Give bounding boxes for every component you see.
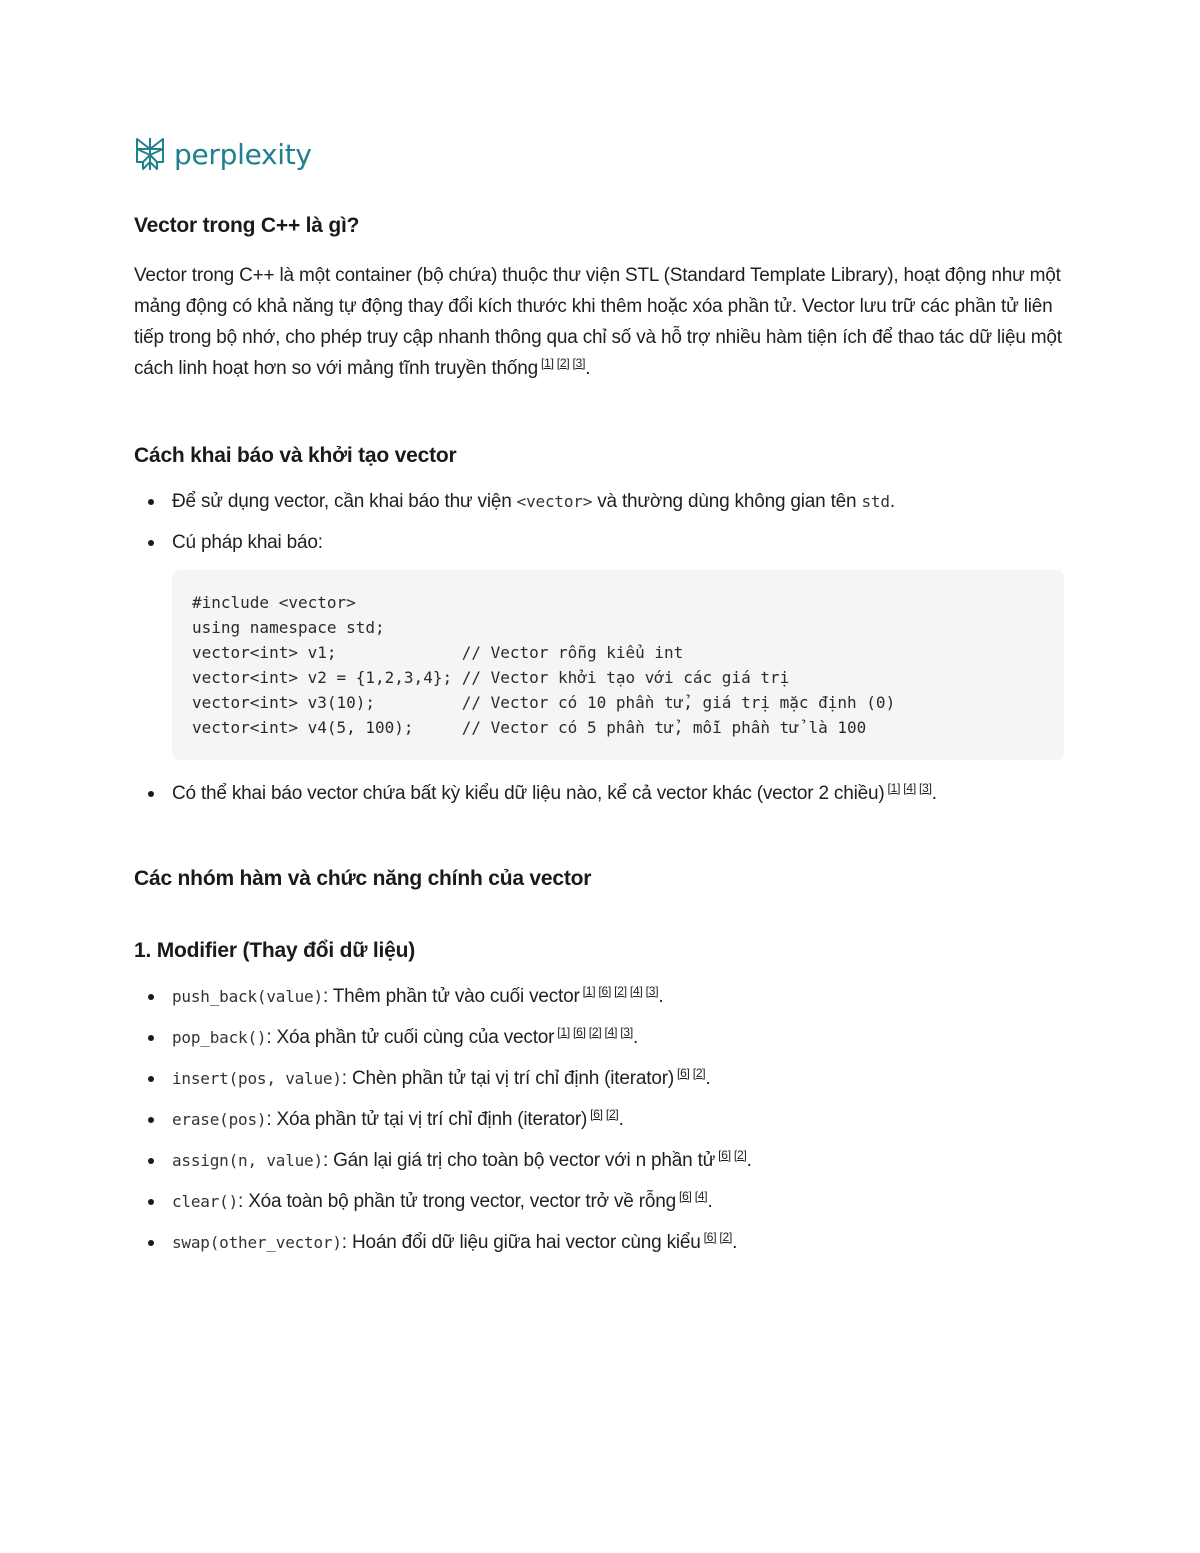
citation-link[interactable]: [1] — [887, 780, 901, 795]
function-description: : Chèn phần tử tại vị trí chỉ định (iterator) — [341, 1068, 674, 1089]
code-block-wrapper — [134, 570, 1064, 760]
brand-name: perplexity — [174, 137, 312, 171]
citation-link[interactable]: [1] — [557, 1024, 571, 1039]
citation-link[interactable]: [2] — [556, 355, 570, 370]
list-text: . — [889, 491, 895, 512]
list-text: Có thể khai báo vector chứa bất kỳ kiểu dữ liệu nào, kể cả vector khác (vector 2 chiều) — [172, 783, 885, 804]
function-description: : Xóa phần tử tại vị trí chỉ định (iterator) — [266, 1109, 588, 1130]
sentence-end: . — [931, 783, 937, 804]
answer-content — [134, 208, 1064, 1256]
function-item — [172, 1106, 1064, 1133]
function-description: : Gán lại giá trị cho toàn bộ vector với n phần tử — [322, 1150, 716, 1171]
list-item — [172, 488, 1064, 515]
heading-functions: Các nhóm hàm và chức năng chính của vector — [134, 867, 592, 890]
citation-link[interactable]: [2] — [605, 1106, 619, 1121]
citation-link[interactable]: [6] — [703, 1229, 717, 1244]
citation-link[interactable]: [2] — [733, 1147, 747, 1162]
citation-link[interactable]: [6] — [598, 983, 612, 998]
citation-link[interactable]: [1] — [582, 983, 596, 998]
function-signature: insert(pos, value) — [172, 1069, 342, 1088]
sentence-end: . — [746, 1150, 752, 1171]
list-text: và thường dùng không gian tên — [592, 491, 862, 512]
function-signature: swap(other_vector) — [172, 1233, 342, 1252]
citation-link[interactable]: [4] — [694, 1188, 708, 1203]
function-item — [172, 1024, 1064, 1051]
function-description: : Xóa phần tử cuối cùng của vector — [266, 1027, 555, 1048]
declare-list — [134, 488, 1064, 556]
citation-link[interactable]: [2] — [719, 1229, 733, 1244]
sentence-end: . — [707, 1191, 713, 1212]
citation-link[interactable]: [4] — [604, 1024, 618, 1039]
definition-text: Vector trong C++ là một container (bộ chứa) thuộc thư viện STL (Standard Template Library), hoạt động như một mảng động có khả năng tự động thay đổi kích thước khi thêm hoặc xóa phần tử. Vector lưu trữ các phần tử liên tiếp trong bộ nhớ, cho phép truy cập nhanh thông qua chỉ số và hỗ trợ nhiều hàm tiện ích để thao tác dữ liệu một cách linh hoạt hơn so với mảng tĩnh truyền thống — [134, 265, 1062, 379]
sentence-end: . — [585, 358, 591, 379]
citation-link[interactable]: [6] — [573, 1024, 586, 1039]
function-item — [172, 1065, 1064, 1092]
citation-link[interactable]: [3] — [572, 355, 586, 370]
paragraph-definition — [134, 260, 1064, 384]
perplexity-logo-icon — [134, 136, 166, 172]
function-description: : Hoán đổi dữ liệu giữa hai vector cùng kiểu — [341, 1232, 701, 1253]
function-signature: erase(pos) — [172, 1110, 267, 1129]
citation-link[interactable]: [2] — [588, 1024, 602, 1039]
list-text: Để sử dụng vector, cần khai báo thư viện — [172, 491, 517, 512]
inline-code: <vector> — [516, 492, 593, 511]
citation-link[interactable]: [2] — [614, 983, 627, 998]
heading-declare: Cách khai báo và khởi tạo vector — [134, 444, 457, 467]
function-description: : Thêm phần tử vào cuối vector — [322, 986, 580, 1007]
citation-link[interactable]: [3] — [620, 1024, 634, 1039]
sentence-end: . — [633, 1027, 639, 1048]
function-signature: pop_back() — [172, 1028, 267, 1047]
function-item — [172, 983, 1064, 1010]
citation-link[interactable]: [4] — [629, 983, 643, 998]
sentence-end: . — [618, 1109, 624, 1130]
function-item — [172, 1229, 1064, 1256]
list-text: Cú pháp khai báo: — [172, 532, 323, 553]
modifier-list — [134, 983, 1064, 1256]
inline-code: std — [861, 492, 890, 511]
function-description: : Xóa toàn bộ phần tử trong vector, vector trở về rỗng — [238, 1191, 676, 1212]
heading-modifier: 1. Modifier (Thay đổi dữ liệu) — [134, 939, 416, 962]
citation-link[interactable]: [2] — [692, 1065, 706, 1080]
sentence-end: . — [658, 986, 664, 1007]
citation-link[interactable]: [1] — [541, 355, 554, 370]
sentence-end: . — [732, 1232, 738, 1253]
function-item — [172, 1188, 1064, 1215]
sentence-end: . — [705, 1068, 711, 1089]
declare-list-2 — [134, 780, 1064, 807]
citation-link[interactable]: [3] — [645, 983, 659, 998]
heading-what-is-vector: Vector trong C++ là gì? — [134, 214, 360, 237]
function-signature: push_back(value) — [172, 987, 323, 1006]
code-block[interactable]: #include <vector> using namespace std; vector<int> v1; // Vector rỗng kiểu int vector<int> v2 = {1,2,3,4}; // Vector khởi tạo với các giá trị vector<int> v3(10); // Vector có 10 phần tử, giá trị mặc định (0) vector<int> v4(5, 100); // Vector có 5 phần tử, mỗi phần tử là 100 — [172, 570, 1064, 760]
list-item — [172, 780, 1064, 807]
citation-link[interactable]: [3] — [918, 780, 932, 795]
citation-link[interactable]: [6] — [718, 1147, 731, 1162]
function-item — [172, 1147, 1064, 1174]
citation-link[interactable]: [4] — [903, 780, 916, 795]
citation-link[interactable]: [6] — [676, 1065, 690, 1080]
list-item — [172, 529, 1064, 556]
function-signature: assign(n, value) — [172, 1151, 323, 1170]
citation-link[interactable]: [6] — [590, 1106, 603, 1121]
citation-link[interactable]: [6] — [678, 1188, 692, 1203]
perplexity-logo — [134, 136, 312, 172]
function-signature: clear() — [172, 1192, 239, 1211]
